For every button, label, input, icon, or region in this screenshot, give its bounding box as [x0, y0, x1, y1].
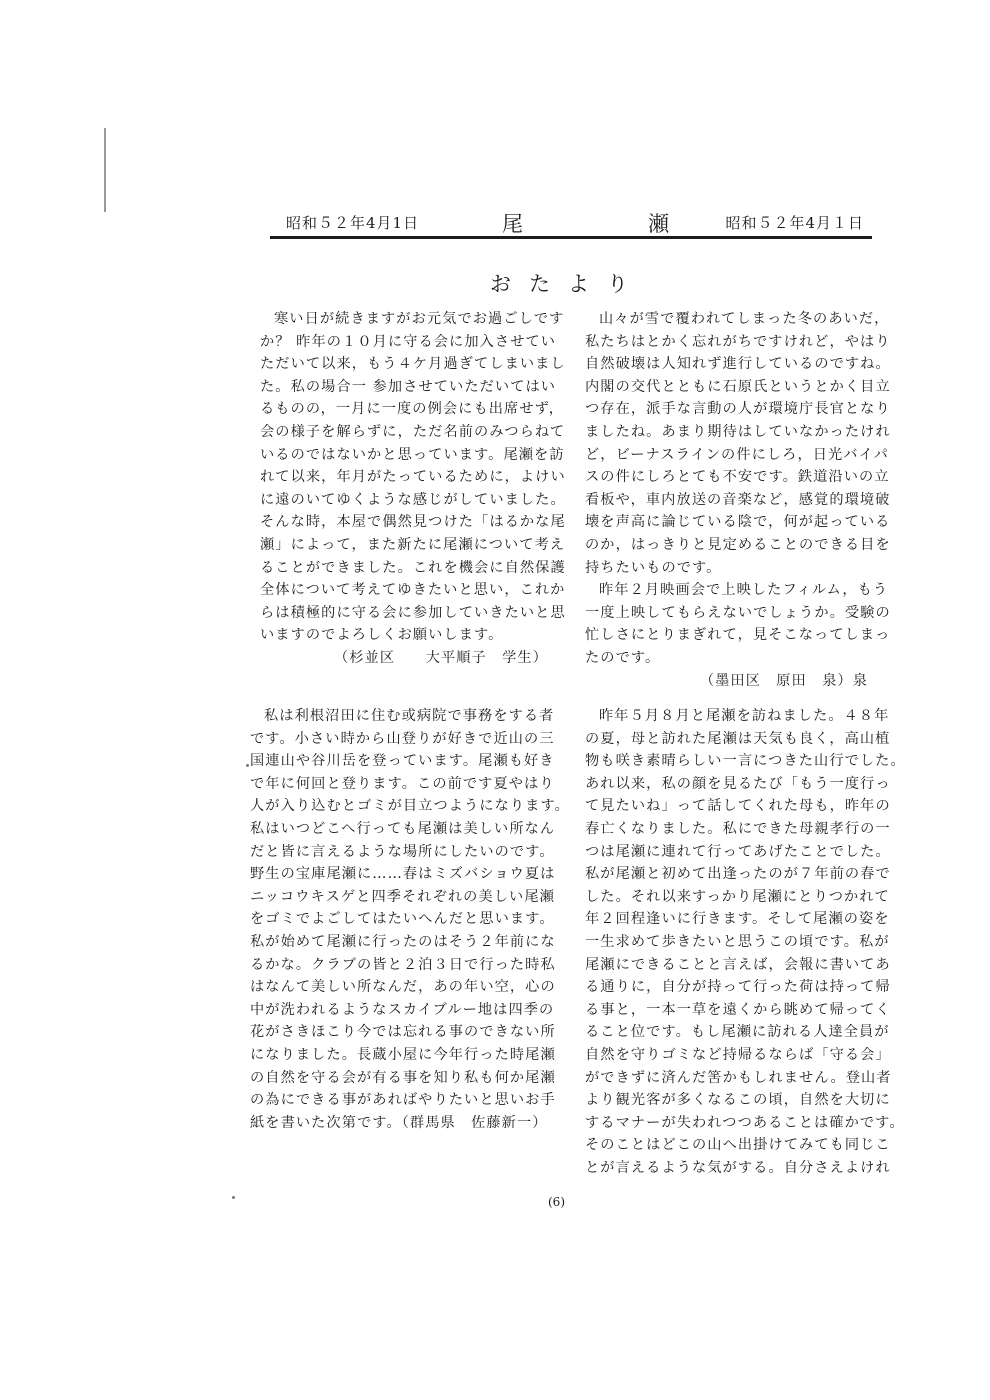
text-line: そのことはどこの山へ出掛けてみても同じこ [585, 1137, 891, 1154]
text-line: るかな。クラブの皆と２泊３日で行った時私 [250, 956, 556, 973]
header-rule [270, 236, 872, 239]
text-line: した。それ以来すっかり尾瀬にとりつかれて [585, 888, 890, 905]
text-line: 壊を声高に論じている陰で，何が起っている [585, 514, 891, 531]
text-line: 私はいつどこへ行っても尾瀬は美しい所なん [250, 820, 556, 837]
text-line: 内閣の交代とともに石原氏というとかく目立 [585, 378, 891, 395]
text-line: 春亡くなりました。私にできた母親孝行の一 [585, 820, 891, 837]
text-line: つは尾瀬に連れて行ってあげたことでした。 [585, 843, 891, 860]
text-line: するマナーが失われつつあることは確かです。 [585, 1114, 905, 1131]
text-line: とが言えるような気がする。自分さえよけれ [585, 1159, 891, 1176]
text-line: より観光客が多くなるこの頃，自然を大切に [585, 1092, 891, 1109]
text-line: 物も咲き素晴らしい一言につきた山行でした。 [585, 753, 906, 770]
text-line: 野生の宝庫尾瀬に……春はミズバショウ夏は [250, 866, 556, 883]
text-line: るものの，一月に一度の例会にも出席せず， [260, 401, 565, 418]
text-line: 私たちはとかく忘れがちですけれど，やはり [585, 333, 891, 350]
text-line: らは積極的に守る会に参加していきたいと思 [260, 604, 566, 621]
text-line: た。私の場合一 参加させていただいてはい [260, 378, 557, 395]
text-line: る通りに，自分が持って行った荷は持って帰 [585, 979, 891, 996]
text-line: だと皆に言えるような場所にしたいのです。 [250, 843, 555, 860]
text-line: 中が洗われるようなスカイブルー地は四季の [250, 1001, 555, 1018]
text-line: いますのでよろしくお願いします。 [260, 627, 504, 644]
text-line: 会の様子を解らずに，ただ名前のみつらねて [260, 423, 566, 440]
section-title: おたより [490, 272, 646, 296]
text-line: ど，ビーナスラインの件にしろ，日光バイパ [585, 446, 889, 463]
header-title-char-1: 尾 [502, 212, 523, 236]
text-line: 年２回程逢いに行きます。そして尾瀬の姿を [585, 911, 890, 928]
text-line: の夏，母と訪れた尾瀬は天気も良く，高山植 [585, 730, 891, 747]
text-line: ただいて以来，もう４ケ月過ぎてしまいまし [260, 356, 566, 373]
text-line: る事と，一本一草を遠くから眺めて帰ってく [585, 1001, 891, 1018]
text-line: 一度上映してもらえないでしょうか。受験の [585, 604, 891, 621]
text-line: て見たいね」って話してくれた母も，昨年の [585, 798, 891, 815]
text-line: のか，はっきりと見定めることのできる目を [585, 536, 891, 553]
header-date-left: 昭和５２年4月1日 [286, 214, 420, 232]
letter [250, 705, 570, 1134]
text-line: 瀬」によって，また新たに尾瀬について考え [260, 536, 566, 553]
text-line: の為にできる事があればやりたいと思いお手 [250, 1092, 556, 1109]
text-line: れて以来，年月がたっているために，よけい [260, 469, 566, 486]
header-date-right: 昭和５２年4月１日 [725, 214, 864, 232]
text-line: 看板や，車内放送の音楽など，感覚的環境破 [585, 491, 891, 508]
text-line: 自然破壊は人知れず進行しているのですね。 [585, 356, 891, 373]
letter-signature: （墨田区 原田 泉）泉 [699, 672, 868, 689]
letter [585, 308, 891, 692]
text-line: そんな時，本屋で偶然見つけた「はるかな尾 [260, 514, 566, 531]
page-number: (6) [548, 1195, 565, 1209]
text-line: たのです。 [585, 649, 661, 666]
text-line: になりました。長蔵小屋に今年行った時尾瀬 [250, 1046, 556, 1063]
text-line: です。小さい時から山登りが好きで近山の三 [250, 730, 555, 747]
text-line: 寒い日が続きますがお元気でお過ごしです [274, 311, 565, 327]
newsletter-header [270, 206, 872, 238]
text-line: 私が尾瀬と初めて出逢ったのが７年前の春で [585, 866, 891, 883]
text-line: 私が始めて尾瀬に行ったのはそう２年前にな [250, 933, 556, 950]
text-line: 私は利根沼田に住む或病院で事務をする者 [264, 708, 555, 724]
text-line: 一生求めて歩きたいと思うこの頃です。私が [585, 933, 890, 950]
text-line: をゴミでよごしてはたいへんだと思います。 [250, 911, 555, 928]
text-line: 忙しさにとりまぎれて，見そこなってしまっ [585, 627, 891, 644]
text-line: で年に何回と登ります。この前です夏やはり [250, 775, 555, 792]
scan-speck [246, 764, 249, 767]
text-line: か？ 昨年の１０月に守る会に加入させてい [260, 333, 557, 350]
text-line: 人が入り込むとゴミが目立つようになります。 [250, 798, 570, 815]
text-line: ること位です。もし尾瀬に訪れる人達全員が [585, 1024, 890, 1041]
text-line: ましたね。あまり期待はしていなかったけれ [585, 423, 891, 440]
scan-speck [232, 1196, 235, 1199]
text-line: ニッコウキスゲと四季それぞれの美しい尾瀬 [250, 888, 555, 905]
text-line: 尾瀬にできることと言えば，会報に書いてあ [585, 956, 891, 973]
letter [260, 308, 566, 670]
text-line: つ存在，派手な言動の人が環境庁長官となり [585, 401, 891, 418]
text-line: 山々が雪で覆われてしまった冬のあいだ， [599, 311, 890, 327]
text-line: 昨年５月８月と尾瀬を訪ねました。４８年 [599, 708, 890, 724]
text-line: 自然を守りゴミなど持帰るならば「守る会」 [585, 1046, 891, 1063]
letter [585, 705, 906, 1179]
text-line: はなんて美しい所なんだ，あの年い空，心の [250, 979, 556, 996]
text-line: 花がさきほこり今では忘れる事のできない所 [250, 1024, 556, 1041]
letter-signature: （杉並区 大平順子 学生） [333, 649, 548, 666]
text-line: に遠のいてゆくような感じがしていました。 [260, 491, 566, 508]
text-line: の自然を守る会が有る事を知り私も何か尾瀬 [250, 1069, 556, 1086]
text-line: いるのではないかと思っています。尾瀬を訪 [260, 446, 565, 463]
text-line: 昨年２月映画会で上映したフィルム，もう [599, 582, 889, 599]
text-line: ることができました。これを機会に自然保護 [260, 559, 566, 576]
text-line: あれ以来，私の顔を見るたび「もう一度行っ [585, 775, 891, 792]
text-line: 紙を書いた次第です。（群馬県 佐藤新一） [250, 1114, 548, 1131]
text-line: ができずに済んだ筈かもしれません。登山者 [585, 1069, 892, 1086]
text-line: 全体について考えてゆきたいと思い，これか [260, 582, 566, 599]
header-title-char-2: 瀬 [648, 212, 669, 236]
scan-edge-mark [104, 128, 106, 212]
text-line: 国連山や谷川岳を登っています。尾瀬も好き [250, 753, 555, 770]
text-line: スの件にしろとても不安です。鉄道沿いの立 [585, 469, 890, 486]
text-line: 持ちたいものです。 [585, 559, 722, 576]
